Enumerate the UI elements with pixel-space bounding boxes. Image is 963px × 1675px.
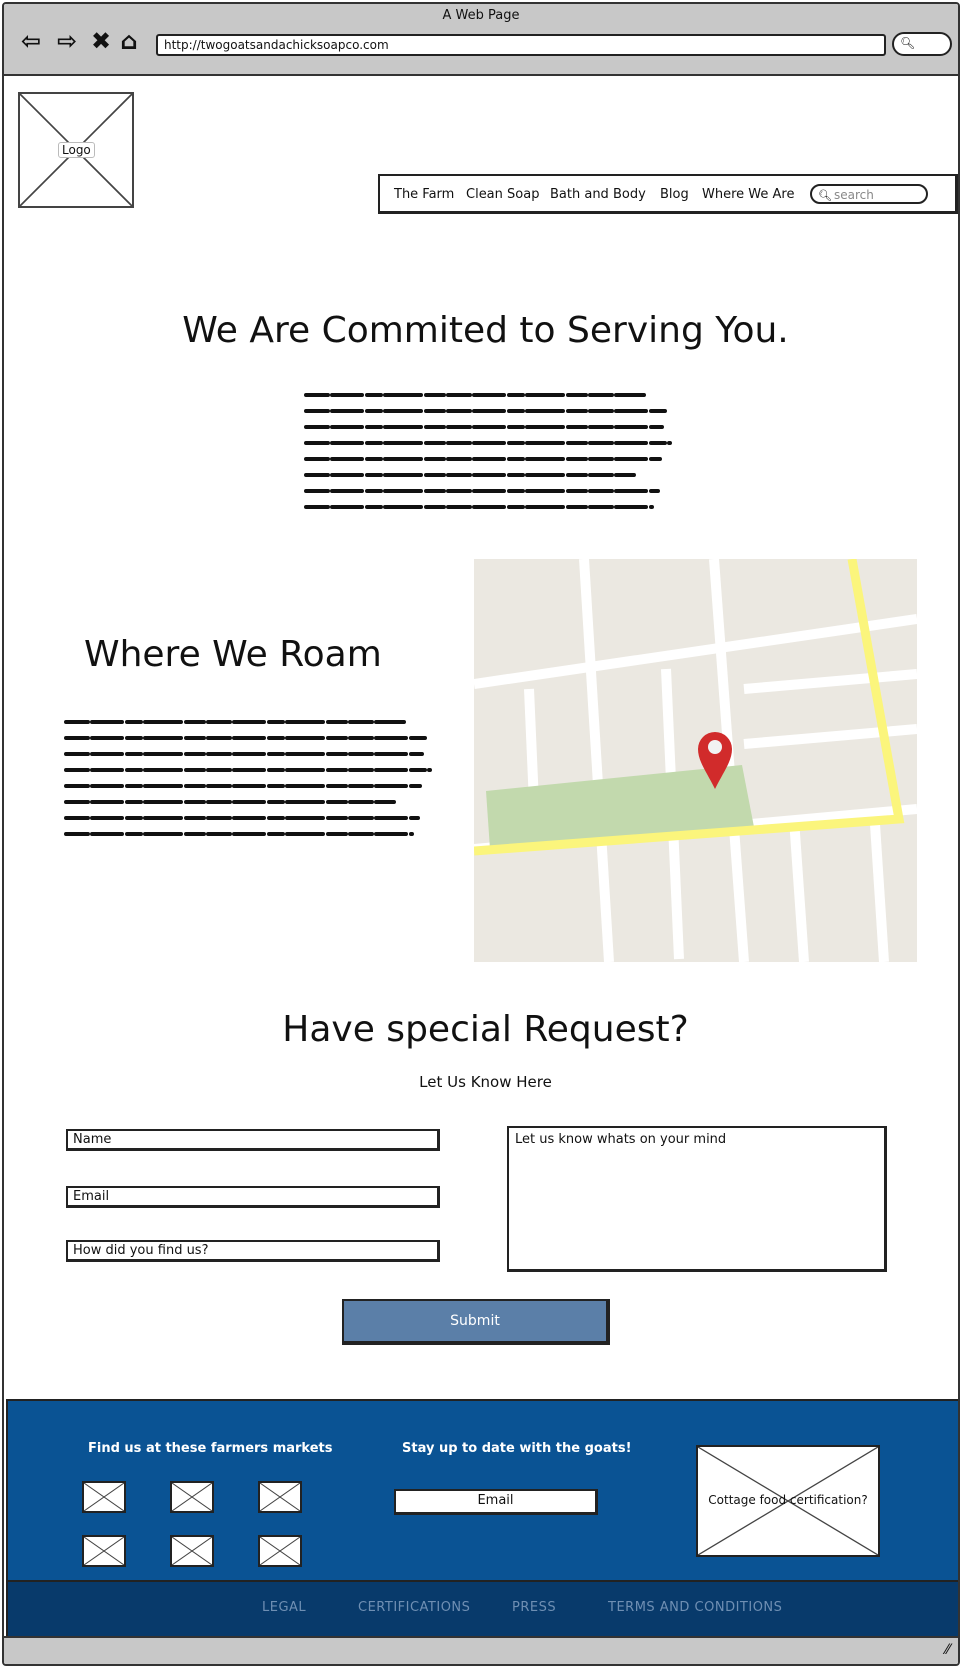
market-image[interactable] <box>82 1535 126 1567</box>
market-image[interactable] <box>170 1481 214 1513</box>
footer <box>6 1399 960 1582</box>
email-field[interactable]: Email <box>66 1186 440 1208</box>
name-field[interactable]: Name <box>66 1129 440 1151</box>
nav-item-clean-soap[interactable]: Clean Soap <box>466 187 540 202</box>
window-title: A Web Page <box>442 8 520 23</box>
nav-search-input[interactable] <box>810 184 928 204</box>
roam-placeholder-text <box>64 716 434 846</box>
url-bar[interactable]: http://twogoatsandachicksoapco.com <box>156 34 886 56</box>
location-map[interactable] <box>474 559 917 962</box>
logo[interactable] <box>18 92 134 208</box>
farmers-markets-heading: Find us at these farmers markets <box>88 1441 333 1456</box>
submit-button[interactable]: Submit <box>342 1299 610 1345</box>
roam-title: Where We Roam <box>84 634 382 675</box>
market-image[interactable] <box>258 1481 302 1513</box>
search-icon: 🔍︎ <box>900 36 916 50</box>
footer-links-bar <box>6 1582 960 1638</box>
nav-item-the-farm[interactable]: The Farm <box>394 187 455 202</box>
nav-item-bath-and-body[interactable]: Bath and Body <box>550 187 646 202</box>
request-title: Have special Request? <box>282 1009 689 1050</box>
request-subtitle: Let Us Know Here <box>419 1073 552 1091</box>
resize-handle-icon[interactable]: ⁄⁄ <box>945 1642 950 1658</box>
back-arrow-icon[interactable]: ⇦ <box>20 27 42 55</box>
browser-search-field[interactable] <box>892 32 952 56</box>
market-image[interactable] <box>170 1535 214 1567</box>
market-image[interactable] <box>82 1481 126 1513</box>
certification-label: Cottage food certification? <box>708 1493 868 1507</box>
nav-item-where-we-are[interactable]: Where We Are <box>702 187 795 202</box>
main-nav <box>378 174 958 214</box>
newsletter-email-input[interactable]: Email <box>394 1489 598 1515</box>
certification-image[interactable] <box>696 1445 880 1557</box>
search-icon: 🔍︎ <box>818 189 832 202</box>
hero-placeholder-text <box>304 389 674 519</box>
footer-link-terms[interactable]: TERMS AND CONDITIONS <box>608 1600 783 1615</box>
hero-title: We Are Commited to Serving You. <box>182 310 789 351</box>
forward-arrow-icon[interactable]: ⇨ <box>56 27 78 55</box>
logo-label: Logo <box>58 142 95 158</box>
how-found-field[interactable]: How did you find us? <box>66 1240 440 1262</box>
nav-search-placeholder: search <box>834 188 874 202</box>
footer-link-legal[interactable]: LEGAL <box>262 1600 307 1615</box>
footer-link-press[interactable]: PRESS <box>512 1600 557 1615</box>
footer-link-certifications[interactable]: CERTIFICATIONS <box>358 1600 471 1615</box>
market-image[interactable] <box>258 1535 302 1567</box>
message-textarea[interactable]: Let us know whats on your mind <box>507 1126 887 1272</box>
nav-item-blog[interactable]: Blog <box>660 187 689 202</box>
home-icon[interactable]: ⌂ <box>120 27 138 55</box>
browser-statusbar <box>4 1636 958 1666</box>
close-x-icon[interactable]: ✖ <box>90 27 112 55</box>
browser-window <box>2 2 960 1666</box>
newsletter-heading: Stay up to date with the goats! <box>402 1441 632 1456</box>
browser-titlebar <box>4 4 958 76</box>
